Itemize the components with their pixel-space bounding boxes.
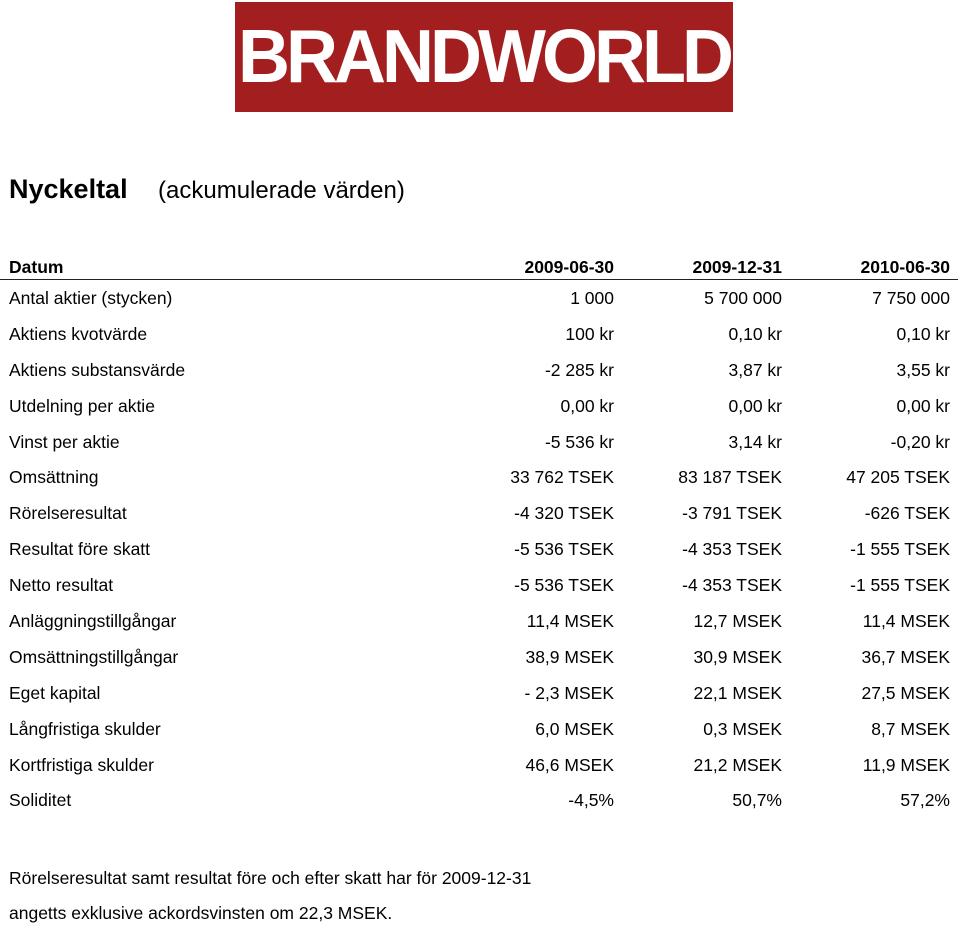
row-value: 0,10 kr [728,323,782,344]
row-label: Aktiens substansvärde [9,359,186,380]
row-value: 5 700 000 [704,288,782,308]
row-value: 46,6 MSEK [525,754,614,775]
table-row [0,782,958,818]
table-row [0,424,958,460]
footnote-line-2: angetts exklusive ackordsvinsten om 22,3 MSEK. [9,903,393,923]
row-label: Långfristiga skulder [9,718,161,739]
row-value: 12,7 MSEK [693,611,782,632]
table-row [0,603,958,639]
page-title [9,174,405,205]
row-label: Antal aktier (stycken) [9,288,173,308]
header-col-2: 2009-12-31 [692,257,782,277]
row-label: Kortfristiga skulder [9,754,154,775]
table-row [0,495,958,531]
header-col-3: 2010-06-30 [860,257,950,277]
row-value: 33 762 TSEK [510,467,614,488]
table-row [0,675,958,711]
table-row [0,567,958,603]
table-row [0,711,958,747]
row-value: -3 791 TSEK [682,503,782,524]
row-label: Netto resultat [9,575,114,596]
table-row [0,388,958,424]
row-label: Soliditet [9,790,72,811]
row-value: 6,0 MSEK [535,718,614,739]
table-row [0,747,958,783]
row-value: 83 187 TSEK [678,467,782,488]
table-row [0,352,958,388]
table-row [0,531,958,567]
row-label: Eget kapital [9,682,101,703]
row-value: - 2,3 MSEK [524,682,614,703]
row-value: 22,1 MSEK [693,682,782,703]
table-row [0,280,958,316]
row-label: Vinst per aktie [9,431,120,452]
row-value: 3,87 kr [728,359,782,380]
row-label: Rörelseresultat [9,503,127,524]
row-value: 47 205 TSEK [846,467,950,488]
header-col-1: 2009-06-30 [524,257,614,277]
row-value: 38,9 MSEK [525,646,614,667]
row-value: -4 353 TSEK [682,539,782,560]
row-label: Resultat före skatt [9,539,151,560]
row-value: 57,2% [900,790,950,811]
table-row [0,459,958,495]
row-value: 36,7 MSEK [861,646,950,667]
table-header-row [0,248,958,280]
row-value: 11,9 MSEK [862,754,950,775]
row-value: 21,2 MSEK [693,754,782,775]
footnote-line-1: Rörelseresultat samt resultat före och efter skatt har för 2009-12-31 [9,868,532,888]
title-main: Nyckeltal [9,174,128,204]
row-value: -1 555 TSEK [850,575,950,596]
row-value: 11,4 MSEK [526,611,614,632]
row-value: -4,5% [568,790,614,811]
row-value: 3,55 kr [896,359,950,380]
row-value: 27,5 MSEK [861,682,950,703]
row-value: 30,9 MSEK [693,646,782,667]
row-value: -1 555 TSEK [850,539,950,560]
row-value: 0,00 kr [728,395,782,416]
row-label: Utdelning per aktie [9,395,155,416]
title-subtitle: (ackumulerade värden) [158,177,405,204]
logo-text: BRANDWORLD [238,15,730,100]
table-row [0,639,958,675]
row-value: 7 750 000 [872,288,950,308]
row-label: Aktiens kvotvärde [9,323,148,344]
row-value: 3,14 kr [728,431,782,452]
row-value: -5 536 TSEK [514,575,614,596]
row-value: 1 000 [570,288,614,308]
brandworld-logo [235,2,733,112]
key-figures-table [0,248,958,818]
row-value: -5 536 TSEK [514,539,614,560]
row-value: -626 TSEK [864,503,950,524]
row-value: 0,00 kr [896,395,950,416]
row-value: 11,4 MSEK [862,611,950,632]
row-value: -4 320 TSEK [514,503,614,524]
row-label: Omsättningstillgångar [9,646,179,667]
row-value: -4 353 TSEK [682,575,782,596]
table-row [0,316,958,352]
row-label: Omsättning [9,467,99,488]
row-value: 0,3 MSEK [703,718,782,739]
header-datum: Datum [9,257,64,277]
row-value: -5 536 kr [544,431,614,452]
row-value: -2 285 kr [544,359,614,380]
row-value: 0,10 kr [896,323,950,344]
row-value: 100 kr [565,323,614,344]
row-value: 50,7% [732,790,782,811]
row-value: 0,00 kr [560,395,614,416]
row-label: Anläggningstillgångar [9,611,177,632]
row-value: 8,7 MSEK [871,718,950,739]
row-value: -0,20 kr [890,431,950,452]
